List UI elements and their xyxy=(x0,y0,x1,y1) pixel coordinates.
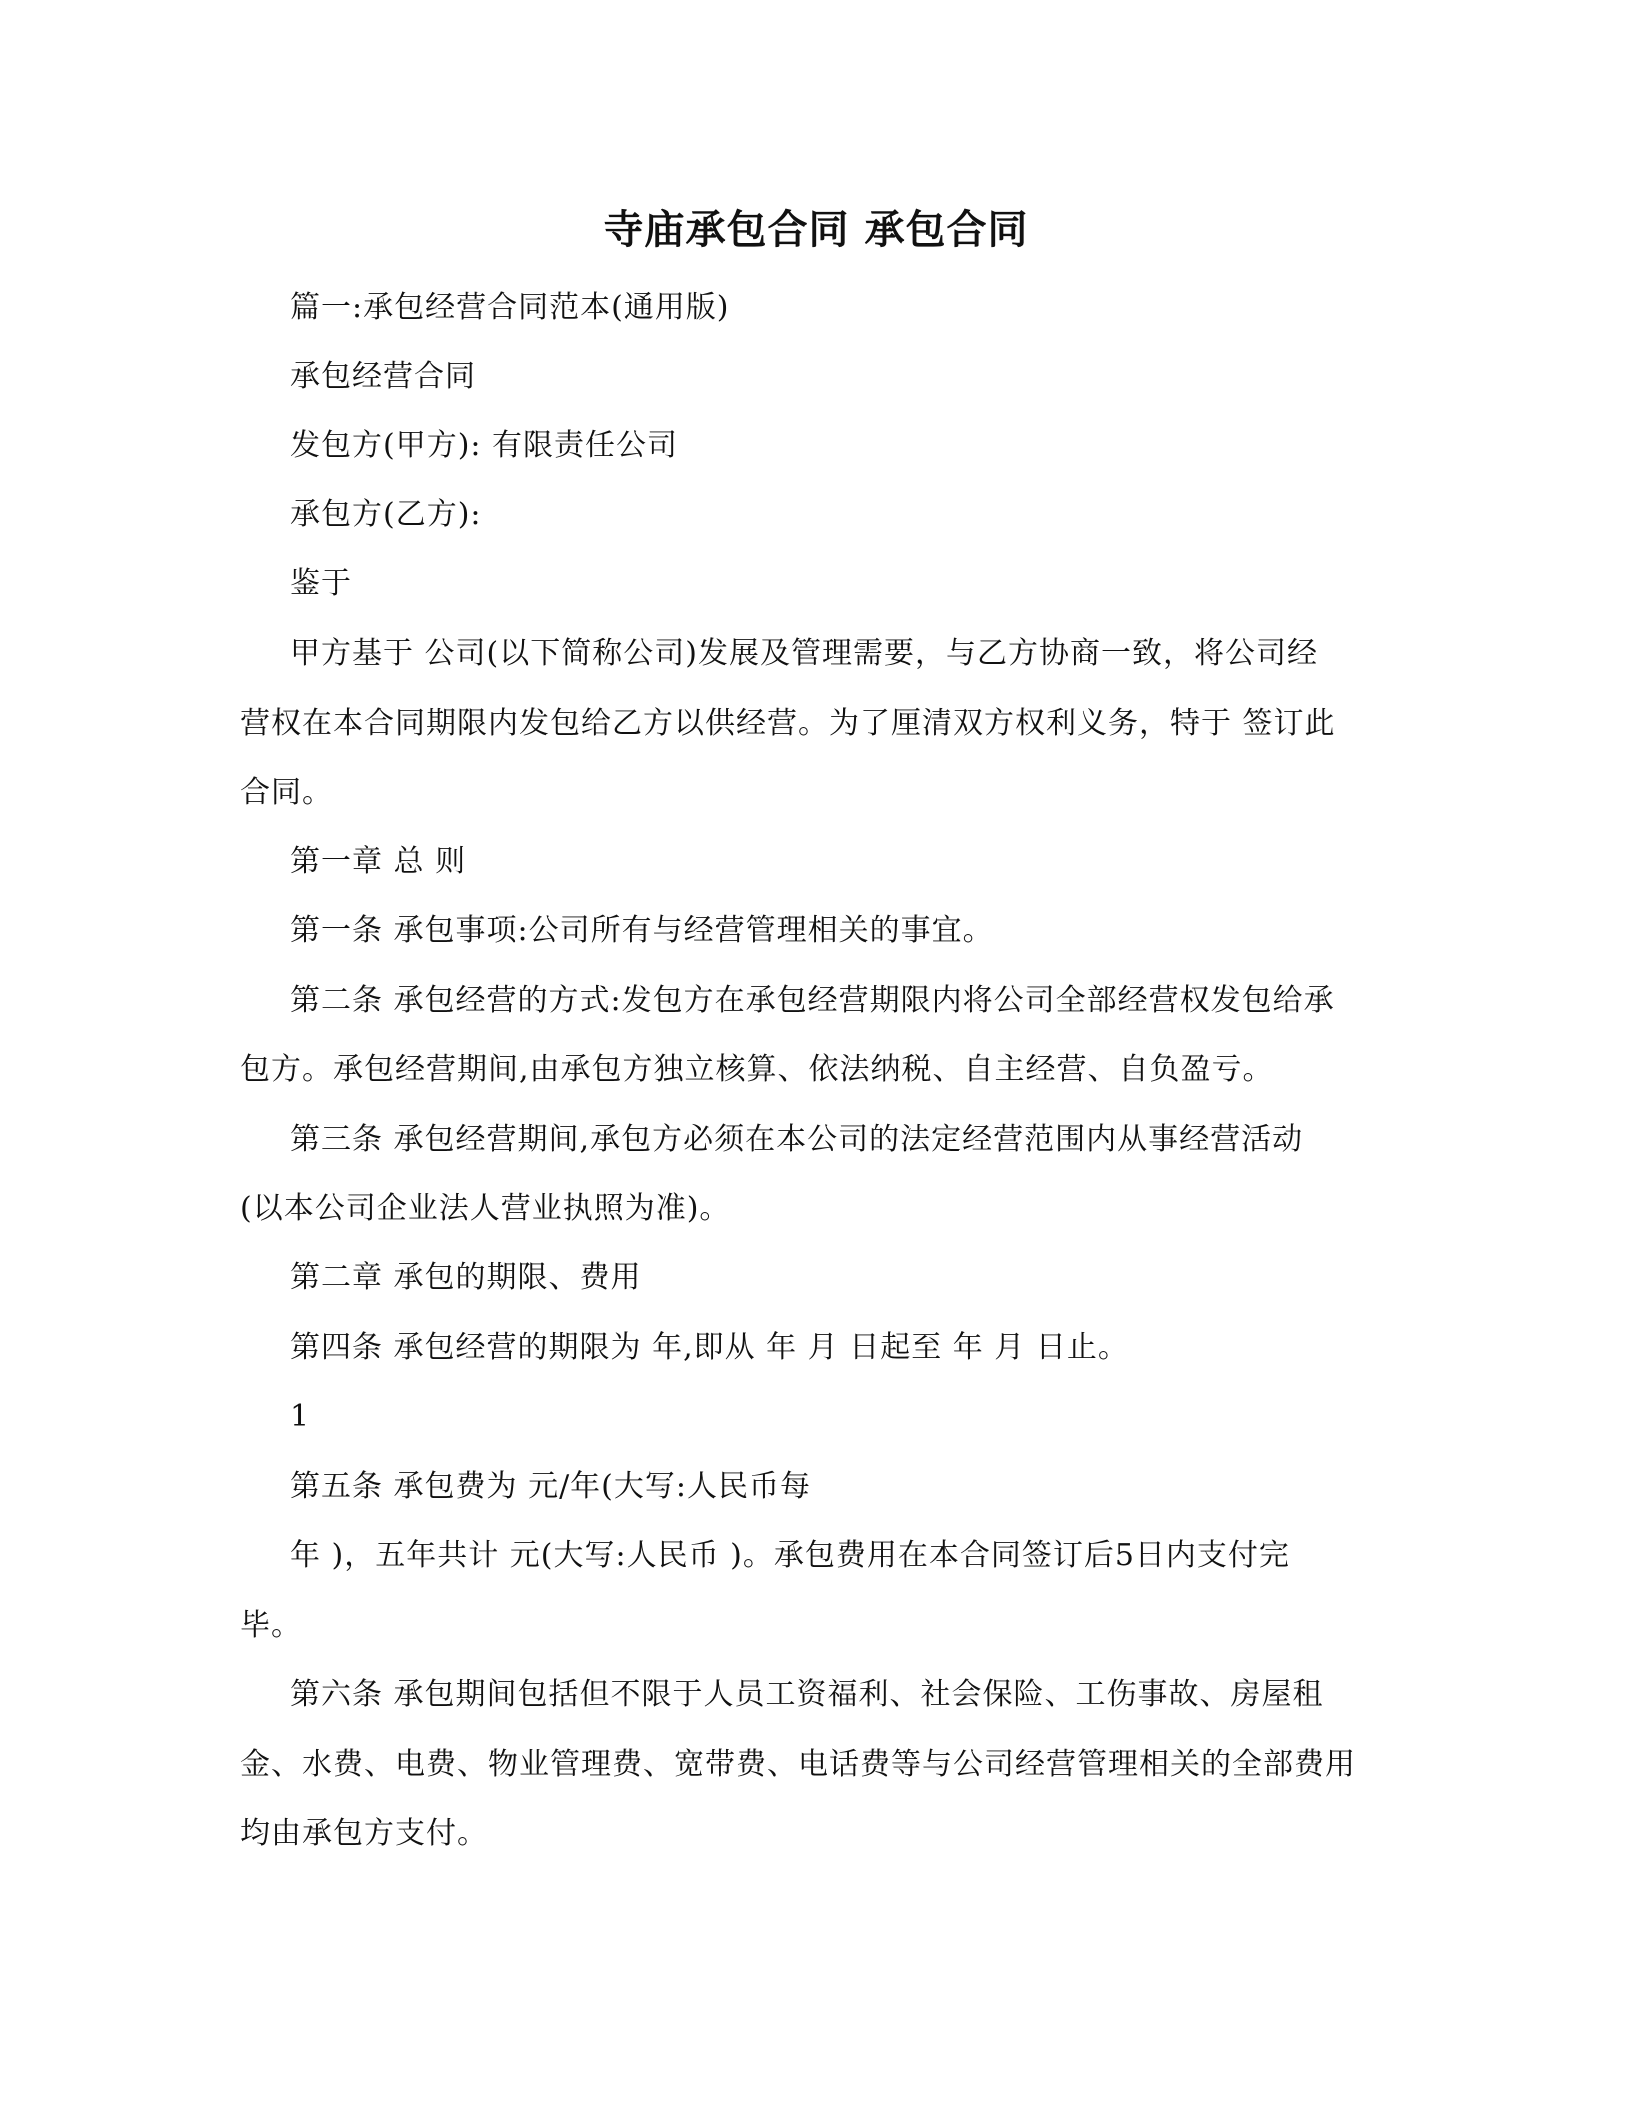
paragraph-line: 合同。 xyxy=(240,775,333,810)
article-line: 第三条 承包经营期间,承包方必须在本公司的法定经营范围内从事经营活动 xyxy=(290,1122,1304,1157)
paragraph-line: 毕。 xyxy=(240,1608,302,1643)
page-number: 1 xyxy=(290,1399,311,1434)
article-line: 第五条 承包费为 元/年(大写:人民币每 xyxy=(290,1469,811,1504)
document-title: 寺庙承包合同 承包合同 xyxy=(603,206,1029,253)
article-line: 第四条 承包经营的期限为 年,即从 年 月 日起至 年 月 日止。 xyxy=(290,1330,1129,1365)
paragraph-line: (以本公司企业法人营业执照为准)。 xyxy=(240,1191,731,1226)
party-b: 承包方(乙方): xyxy=(290,497,482,532)
article-line: 第二条 承包经营的方式:发包方在承包经营期限内将公司全部经营权发包给承 xyxy=(290,983,1335,1018)
party-a: 发包方(甲方): 有限责任公司 xyxy=(290,428,679,463)
paragraph-line: 甲方基于 公司(以下简称公司)发展及管理需要，与乙方协商一致，将公司经 xyxy=(290,636,1318,671)
paragraph-line: 年 )，五年共计 元(大写:人民币 )。承包费用在本合同签订后5日内支付完 xyxy=(290,1538,1290,1573)
whereas: 鉴于 xyxy=(290,566,352,601)
chapter-heading: 第二章 承包的期限、费用 xyxy=(290,1260,642,1295)
paragraph-line: 金、水费、电费、物业管理费、宽带费、电话费等与公司经营管理相关的全部费用 xyxy=(240,1747,1356,1782)
chapter-heading: 第一章 总 则 xyxy=(290,844,467,879)
article-line: 第一条 承包事项:公司所有与经营管理相关的事宜。 xyxy=(290,913,994,948)
article-line: 第六条 承包期间包括但不限于人员工资福利、社会保险、工伤事故、房屋租 xyxy=(290,1677,1324,1712)
paragraph-line: 包方。承包经营期间,由承包方独立核算、依法纳税、自主经营、自负盈亏。 xyxy=(240,1052,1274,1087)
paragraph-line: 营权在本合同期限内发包给乙方以供经营。为了厘清双方权利义务，特于 签订此 xyxy=(240,706,1336,741)
section-heading: 篇一:承包经营合同范本(通用版) xyxy=(290,290,730,325)
contract-name: 承包经营合同 xyxy=(290,359,476,394)
paragraph-line: 均由承包方支付。 xyxy=(240,1816,488,1851)
